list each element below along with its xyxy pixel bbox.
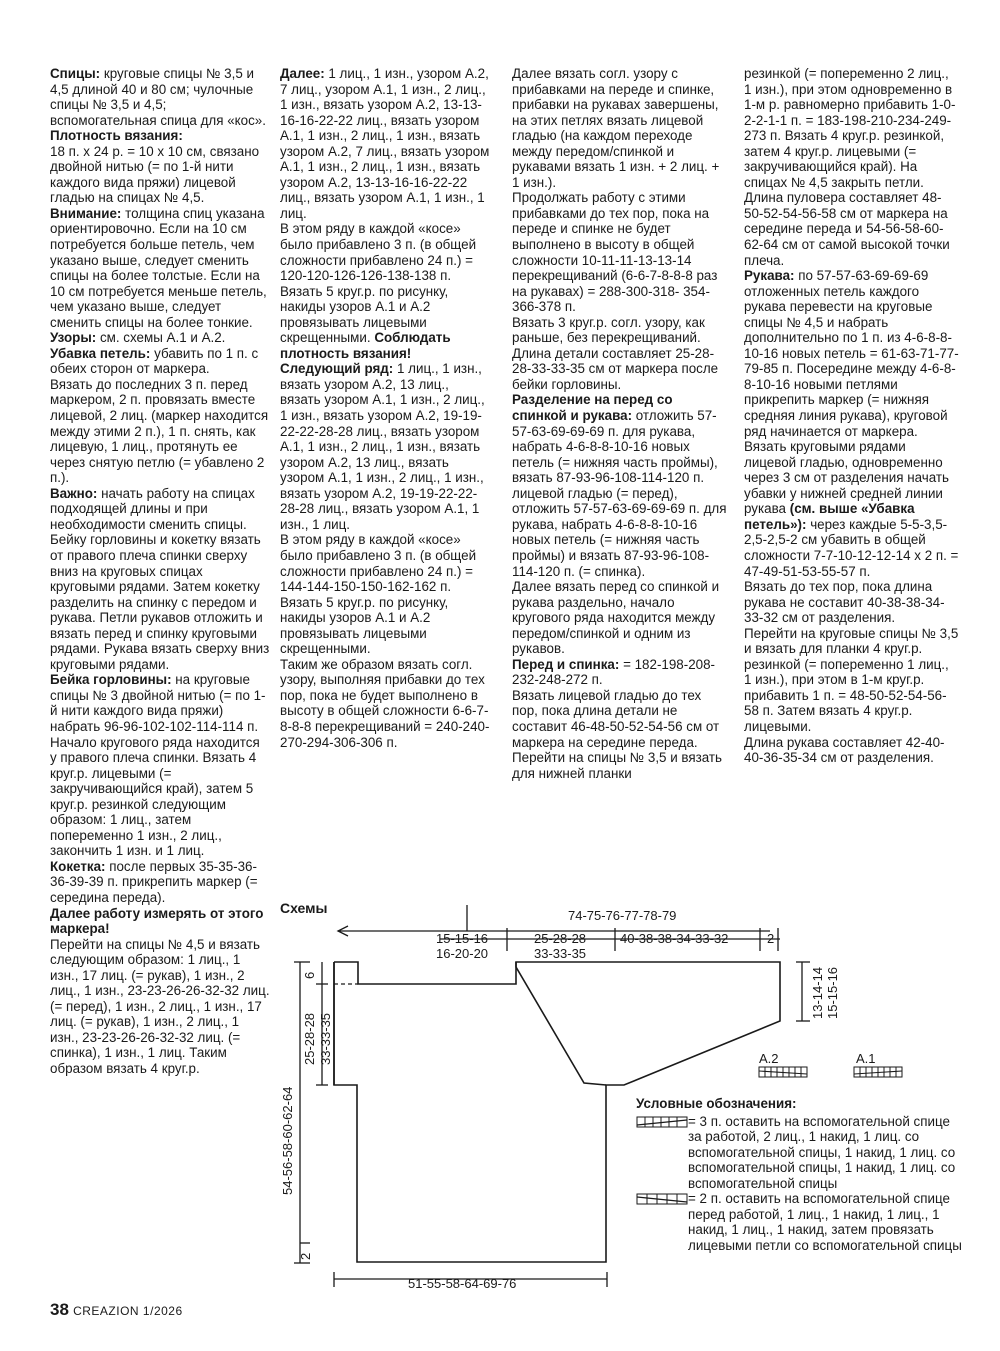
paragraph-heading: Бейка горловины: xyxy=(50,672,172,688)
paragraph-text: Вязать 3 круг.р. согл. узору, как раньше, без перекрещиваний. Длина детали составляет 25-28-28-33-33-35 см от маркера после бейки горловины. xyxy=(512,314,719,392)
paragraph-text: В этом ряду в каждой «косе» было прибавлено 3 п. (в общей сложности прибавлено 24 п.) = 144-144-150-150-162-162 п. xyxy=(280,532,477,595)
page-footer xyxy=(50,1300,183,1320)
dim-neck-depth: 6 xyxy=(302,971,317,979)
paragraph xyxy=(512,190,730,314)
garment-outline-yoke xyxy=(516,962,606,1085)
legend-item-1 xyxy=(636,1114,966,1192)
paragraph-heading: Следующий ряд: xyxy=(280,361,394,377)
paragraph-text: круговые спицы № 3,5 и 4,5 длиной 40 и 80 см; чулочные спицы № 3,5 и 4,5; вспомогательная спица для «кос». xyxy=(50,66,266,128)
paragraph-text: Продолжать работу с этими прибавками до тех пор, пока на переде и спинке не будет выполнено в высоту в общей сложности 10-11-11-13-13-14 перекрещиваний (6-6-7-8-8-8 раз на рукавах) = 288-300-318- 354-366-378 п. xyxy=(512,190,718,315)
chart-a1-label: A.1 xyxy=(856,1051,876,1066)
paragraph xyxy=(744,579,959,626)
paragraph-emphasis: (см. выше «Убавка петель»): xyxy=(744,501,915,532)
paragraph xyxy=(50,672,270,859)
paragraph xyxy=(50,330,270,346)
dim-sleeve-w-b: 15-15-16 xyxy=(825,966,840,1019)
paragraph-text: Длина рукава составляет 42-40-40-36-35-34 см от разделения. xyxy=(744,734,945,766)
paragraph xyxy=(512,66,730,190)
paragraph-heading: Перед и спинка: xyxy=(512,656,620,672)
paragraph xyxy=(50,206,270,330)
dim-left-lines xyxy=(294,962,328,1263)
dim-sleeve-width-lines xyxy=(796,962,810,1021)
paragraph xyxy=(744,626,959,735)
paragraph xyxy=(744,66,959,268)
paragraph xyxy=(512,392,730,579)
dim-yoke-depth-b: 33-33-35 xyxy=(318,1012,333,1065)
paragraph xyxy=(50,144,270,206)
text-column-1 xyxy=(50,66,270,1077)
paragraph-text: Перейти на круговые спицы № 3,5 и вязать для планки 4 круг.р. резинкой (= попеременно 1 лиц., 1 изн.), при этом в 1-м круг.р. прибавить 1 п. = 48-50-52-54-56-58 п. Затем вязать 4 круг.р. лицевыми. xyxy=(744,625,959,734)
paragraph xyxy=(50,906,270,937)
paragraph-text: Перейти на спицы № 3,5 и вязать для нижней планки xyxy=(512,750,723,781)
paragraph xyxy=(280,66,490,221)
paragraph xyxy=(512,315,730,393)
legend-item-2-text: = 2 п. оставить на вспомогательной спице перед работой, 1 лиц., 1 накид, 1 лиц., 1 накид, 1 лиц., 1 накид, затем провязать лицевыми петли со вспомогательной спицы xyxy=(688,1191,962,1253)
paragraph xyxy=(512,688,730,750)
paragraph xyxy=(744,735,959,766)
paragraph-text: = 182-198-208-232-248-272 п. xyxy=(512,656,716,688)
paragraph-heading: Важно: xyxy=(50,485,98,501)
legend-title: Условные обозначения: xyxy=(636,1096,797,1111)
paragraph xyxy=(50,377,270,486)
paragraph-text: 18 п. х 24 р. = 10 х 10 см, связано двойной нитью (= по 1-й нити каждого вида пряжи) лицевой гладью на спицах № 4,5. xyxy=(50,143,260,206)
paragraph-heading: Далее: xyxy=(280,66,325,81)
dim-sleeve-w-a: 13-14-14 xyxy=(810,966,825,1019)
legend xyxy=(636,1096,966,1253)
dim-total-width: 74-75-76-77-78-79 xyxy=(568,908,677,923)
paragraph xyxy=(50,346,270,377)
text-column-3 xyxy=(512,66,730,781)
paragraph-heading: Рукава: xyxy=(744,268,795,284)
schema-title: Схемы xyxy=(280,900,328,916)
dim-hem: 2 xyxy=(298,1252,313,1260)
paragraph xyxy=(280,595,490,657)
chart-a2-label: A.2 xyxy=(759,1051,779,1066)
dim-body-len: 54-56-58-60-62-64 xyxy=(280,1086,295,1195)
paragraph xyxy=(280,657,490,750)
paragraph xyxy=(50,937,270,1077)
cable-right-symbol xyxy=(636,1192,688,1206)
dim-sleeve-len: 40-38-38-34-33-32 xyxy=(620,931,729,946)
paragraph-heading: Убавка петель: xyxy=(50,345,151,361)
paragraph-text: резинкой (= попеременно 2 лиц., 1 изн.), при этом одновременно в 1-м р. равномерно прибавить 1-0-2-2-1-1 п. = 183-198-210-234-249-273 п. Вязать 4 круг.р. резинкой, затем 4 круг.р. лицевыми (= закручивающийся край). На спицах № 4,5 закрыть петли. Длина пуловера составляет 48-50-52-54-56-58 см от маркера на середине переда и 54-56-58-60-62-64 см от самой высокой точки плеча. xyxy=(744,66,956,268)
dim-neck-b: 16-20-20 xyxy=(436,946,489,961)
chart-a1-grid xyxy=(854,1067,902,1077)
paragraph-heading: Спицы: xyxy=(50,66,101,81)
paragraph-text: Далее вязать согл. узору с прибавками на переде и спинке, прибавки на рукавах завершены, на этих петлях вязать лицевой гладью (на каждом переходе между передом/спинкой и рукавами вязать 1 изн. + 2 лиц. + 1 изн.). xyxy=(512,66,720,190)
cable-left-symbol xyxy=(636,1115,688,1129)
paragraph xyxy=(744,268,959,439)
paragraph xyxy=(744,439,959,579)
paragraph-text: 1 лиц., 1 изн., узором А.2, 7 лиц., узором А.1, 1 изн., 2 лиц., 1 изн., вязать узором А.2, 13-13-16-16-22-22 лиц., вязать узором А.1, 1 изн., 2 лиц., 1 изн., вязать узором А.2, 7 лиц., вязать узором А.1, 1 изн., 2 лиц., 1 изн., вязать узором А.2, 13-13-16-16-22-22 лиц., вязать узором А.1, 1 изн., 1 лиц. xyxy=(280,66,490,221)
paragraph-text: через каждые 5-5-3,5-2,5-2,5-2 см убавить в общей сложности 7-7-10-12-12-14 х 2 п. = 47-49-51-53-55-57 п. xyxy=(744,516,959,579)
paragraph-text: Вязать лицевой гладью до тех пор, пока длина детали не составит 46-48-50-52-54-56 см от маркера на середине переда. xyxy=(512,687,720,750)
paragraph-heading: Плотность вязания: xyxy=(50,128,183,144)
paragraph xyxy=(50,66,270,128)
dim-yoke-b: 33-33-35 xyxy=(534,946,587,961)
paragraph xyxy=(280,284,490,362)
paragraph-text: отложить 57-57-63-69-69-69 п. для рукава, набрать 4-6-8-8-10-16 новых петель (= нижняя часть проймы), вязать 87-93-96-108-114-120 п. лицевой гладью (= перед), отложить 57-57-63-69-69-69 п. для рукава, набрать 4-6-8-8-10-16 новых петель (= нижняя часть проймы) и вязать 87-93-96-108-114-120 п. (= спинка). xyxy=(512,408,727,579)
paragraph xyxy=(50,859,270,906)
page-number: 38 xyxy=(50,1300,69,1319)
paragraph xyxy=(512,579,730,657)
paragraph xyxy=(280,361,490,532)
paragraph-text: Бейку горловины и кокетку вязать от правого плеча спинки сверху вниз на круговых спицах круговыми рядами. Затем кокетку разделить на спинку с передом и рукава. Петли рукавов отложить и вязать перед и спинку круговыми рядами. Рукава вязать сверху вниз круговыми рядами. xyxy=(50,532,270,672)
paragraph-text: после первых 35-35-36-36-39-39 п. прикрепить маркер (= середина переда). xyxy=(50,858,258,905)
paragraph-text: Вязать круговыми рядами лицевой гладью, одновременно через 3 см от разделения начать убавки у нижней средней линии рукава xyxy=(744,439,949,517)
paragraph xyxy=(280,221,490,283)
chart-a2-grid xyxy=(759,1067,807,1077)
paragraph-text: толщина спиц указана ориентировочно. Если на 10 см потребуется больше петель, чем указано выше, следует сменить спицы на более толстые. Если на 10 см потребуется меньше петель, чем указано выше, следует сменить спицы на более тонкие. xyxy=(50,205,267,330)
paragraph-text: Далее вязать перед со спинкой и рукава раздельно, начало кругового ряда находится между передом/спинкой и одним из рукавов. xyxy=(512,579,720,657)
paragraph-text: Таким же образом вязать согл. узору, выполняя прибавки до тех пор, пока не будет выполнено в высоту в общей сложности 6-6-7-8-8-8 перекрещиваний = 240-240-270-294-306-306 п. xyxy=(280,656,490,750)
dim-yoke-a: 25-28-28 xyxy=(534,931,587,946)
paragraph-heading: Далее работу измерять от этого маркера! xyxy=(50,905,264,937)
paragraph-text: см. схемы А.1 и А.2. xyxy=(96,330,226,346)
paragraph-text: Вязать до последних 3 п. перед маркером, 2 п. провязать вместе лицевой, 2 лиц. (маркер находится между этими 2 п.), 1 п. снять, как лицевую, 1 лиц., протянуть ее через снятую петлю (= убавлено 2 п.). xyxy=(50,376,269,486)
paragraph-text: начать работу на спицах подходящей длины и при необходимости сменить спицы. xyxy=(50,485,255,532)
paragraph xyxy=(50,128,270,144)
text-column-2 xyxy=(280,66,490,750)
paragraph-text: В этом ряду в каждой «косе» было прибавлено 3 п. (в общей сложности прибавлено 24 п.) = 120-120-126-126-138-138 п. xyxy=(280,221,477,284)
legend-item-2 xyxy=(636,1191,966,1253)
paragraph-heading: Узоры: xyxy=(50,330,97,346)
dim-body-width: 51-55-58-64-69-76 xyxy=(408,1276,517,1291)
paragraph-text: убавить по 1 п. с обеих сторон от маркера. xyxy=(50,345,259,377)
magazine-issue: CREAZION 1/2026 xyxy=(73,1304,183,1318)
paragraph xyxy=(280,532,490,594)
paragraph xyxy=(512,657,730,688)
paragraph-text: на круговые спицы № 3 двойной нитью (= по 1-й нити каждого вида пряжи) набрать 96-96-102-102-114-114 п. Начало кругового ряда находится у правого плеча спинки. Вязать 4 круг.р. лицевыми (= закручивающийся край), затем 5 круг.р. резинкой следующим образом: 1 лиц., затем попеременно 1 изн., 2 лиц., закончить 1 изн. и 1 лиц. xyxy=(50,672,266,859)
paragraph xyxy=(50,532,270,672)
paragraph-text: Вязать 5 круг.р. по рисунку, накиды узоров А.1 и А.2 провязывать лицевыми скрещенными. xyxy=(280,283,449,346)
paragraph-emphasis: Соблюдать плотность вязания! xyxy=(280,330,451,361)
paragraph-text: по 57-57-63-69-69-69 отложенных петель каждого рукава перевести на круговые спицы № 4,5 и набрать дополнительно по 1 п. из 4-6-8-8-10-16 новых петель = 61-63-71-77-79-85 п. Посередине между 4-6-8-8-10-16 новыми петлями прикрепить маркер (= нижняя средняя линия рукава), круговой ряд начинается от маркера. xyxy=(744,268,959,439)
paragraph-text: Вязать 5 круг.р. по рисунку, накиды узоров А.1 и А.2 провязывать лицевыми скрещенными. xyxy=(280,594,449,657)
paragraph-text: Перейти на спицы № 4,5 и вязать следующим образом: 1 лиц., 1 изн., 17 лиц. (= рукав), 1 изн., 2 лиц., 1 изн., 23-23-26-26-32-32 лиц. (= перед), 1 изн., 2 лиц., 1 изн., 17 лиц. (= рукав), 1 изн., 2 лиц., 1 изн., 23-23-26-26-32-32 лиц. (= спинка), 1 изн., 1 лиц. Таким образом вязать 4 круг.р. xyxy=(50,936,270,1076)
legend-item-1-text: = 3 п. оставить на вспомогательной спице за работой, 2 лиц., 1 накид, 1 лиц. со вспомогательной спицы, 1 накид, 1 лиц. со вспомогательной спицы, 1 накид, 1 лиц. со вспомогательной спицы xyxy=(688,1113,956,1191)
paragraph-heading: Кокетка: xyxy=(50,858,106,874)
paragraph-text: Вязать до тех пор, пока длина рукава не составит 40-38-38-34-33-32 см от разделения. xyxy=(744,579,945,626)
dim-yoke-depth-a: 25-28-28 xyxy=(302,1012,317,1065)
paragraph xyxy=(512,750,730,781)
dim-cuff: 2 xyxy=(767,931,775,946)
paragraph-text: 1 лиц., 1 изн., вязать узором А.2, 13 лиц., вязать узором А.1, 1 изн., 2 лиц., 1 изн., вязать узором А.2, 19-19-22-22-28-28 лиц., вязать узором А.1, 1 изн., 2 лиц., 1 изн., вязать узором А.2, 13 лиц., вязать узором А.1, 1 изн., 2 лиц., 1 изн., вязать узором А.2, 19-19-22-22-28-28 лиц., вязать узором А.1, 1 изн., 1 лиц. xyxy=(280,361,485,532)
paragraph xyxy=(50,486,270,533)
text-column-4 xyxy=(744,66,959,766)
paragraph-heading: Разделение на перед со спинкой и рукава: xyxy=(512,392,673,424)
dim-neck-a: 15-15-16 xyxy=(436,931,489,946)
paragraph-heading: Внимание: xyxy=(50,205,122,221)
